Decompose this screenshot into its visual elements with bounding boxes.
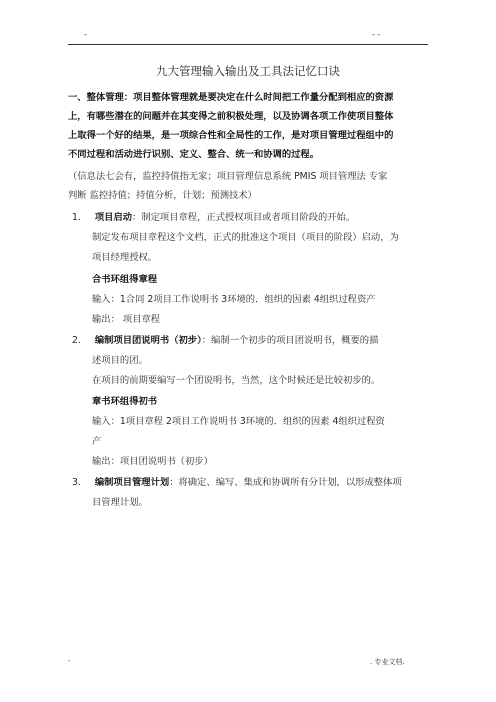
item1-mnemonic: 合书环组得章程	[92, 274, 158, 285]
item2-text: ：编制一个初步的项目团说明书，概要的描	[201, 335, 379, 346]
item3-label: 编制项目管理计划	[94, 477, 170, 488]
item2-text-cont: 述项目的团。	[92, 355, 148, 366]
item2-mnemonic: 章书环组得初书	[92, 396, 158, 407]
item3-text-cont: 目管理计划。	[92, 497, 148, 508]
section1-line-1: 一、整体管理：项目整体管理就是要决定在什么时间把工作量分配到相应的资源	[68, 92, 394, 103]
item3-number: 3.	[72, 477, 81, 488]
tools-line-2: 判断 监控持值；持值分析，计划；预测技术）	[68, 190, 257, 201]
section1-line-3: 上取得一个好的结果，是一项综合性和全局性的工作，是对项目管理过程组中的	[68, 130, 394, 141]
header-left-mark: -	[84, 30, 87, 39]
item1-label: 项目启动	[94, 212, 133, 223]
item2-number: 2.	[72, 335, 81, 346]
footer-right-text: . 专业文档.	[370, 658, 405, 666]
header-right-mark: - -	[372, 30, 381, 39]
item1-number: 1.	[72, 212, 81, 223]
item1-text: ：制定项目章程，正式授权项目或者项目阶段的开始。	[132, 212, 356, 223]
section1-line-2: 上，有哪些潜在的问题并在其变得之前积极处理，以及协调各项工作使项目整体	[68, 111, 394, 122]
item3-heading	[72, 477, 402, 489]
tools-line-1: （信息法七会有，监控持值指无家；项目管理信息系统 PMIS 项目管理法 专家	[68, 171, 388, 182]
item1-output: 输出： 项目章程	[92, 314, 161, 325]
item2-output: 输出：项目团说明书（初步）	[92, 456, 213, 467]
document-title: 九大管理输入输出及工具法记忆口诀	[156, 64, 340, 78]
footer-left-mark: -	[68, 657, 71, 665]
item2-label: 编制项目团说明书（初步）	[94, 335, 202, 346]
item2-input-cont: 产	[92, 436, 102, 447]
item3-text: ：将确定、编写、集成和协调所有分计划，以形成整体项	[169, 477, 402, 488]
item2-heading	[72, 335, 378, 347]
section1-line-4: 不同过程和活动进行识别、定义、整合、统一和协调的过程。	[68, 149, 320, 160]
item2-desc: 在项目的前期要编写一个团说明书，当然，这个时候还是比较初步的。	[92, 375, 381, 386]
item1-desc-1: 制定发布项目章程这个文档，正式的批准这个项目（项目的阶段）启动，为	[92, 232, 399, 243]
item1-desc-2: 项目经理授权。	[92, 252, 158, 263]
item2-input: 输入：1项目章程 2项目工作说明书 3环境的．组织的因素 4组织过程资	[92, 416, 385, 427]
item1-input: 输入：1合同 2项目工作说明书 3环境的．组织的因素 4组织过程资产	[92, 294, 376, 305]
item1-heading	[72, 212, 355, 224]
header-rule	[68, 44, 428, 45]
